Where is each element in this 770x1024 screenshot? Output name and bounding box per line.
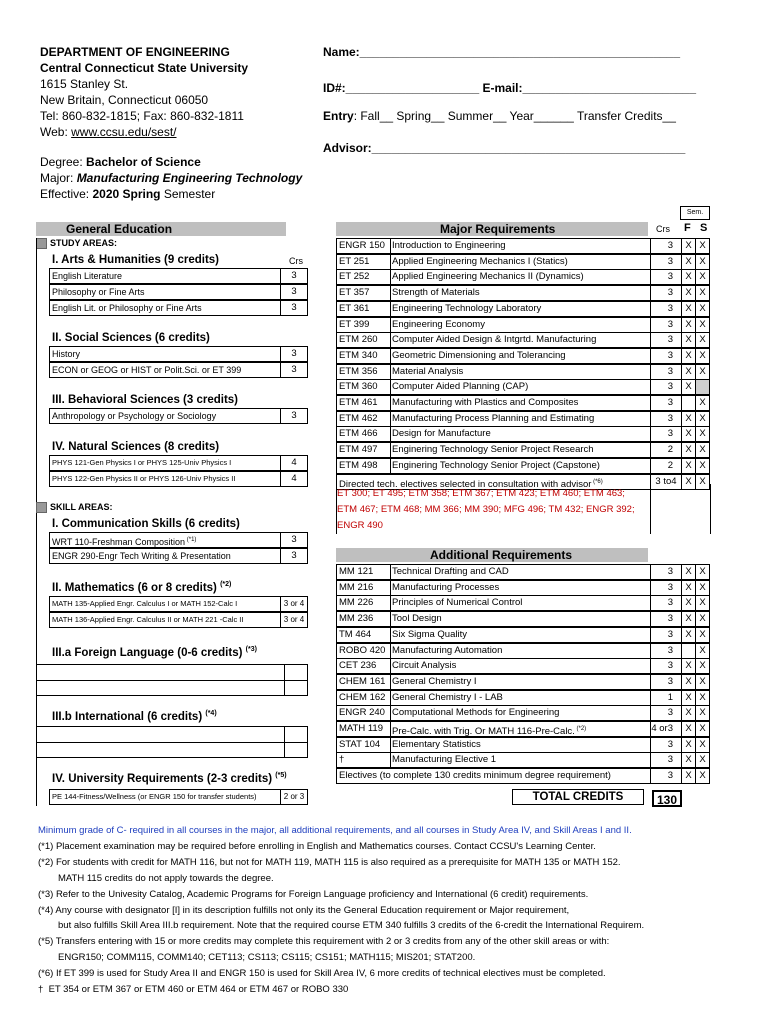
major-title: Engineering Economy (390, 317, 651, 333)
additional-code: CET 236 (336, 658, 391, 674)
major-crs-header: Crs (656, 224, 670, 234)
degree-line (40, 154, 201, 170)
comm-credits[interactable]: 3 (281, 548, 308, 564)
elective-list (337, 486, 635, 534)
major-fall[interactable]: X (681, 411, 696, 427)
additional-title: Elementary Statistics (390, 737, 651, 753)
additional-code: MATH 119 (336, 721, 391, 737)
additional-code: † (336, 752, 391, 768)
major-code: ETM 466 (336, 426, 391, 442)
directed-electives-spring[interactable]: X (695, 474, 710, 490)
major-title: Applied Engineering Mechanics II (Dynamics) (390, 269, 651, 285)
additional-fall[interactable]: X (681, 737, 696, 753)
general-electives-label: Electives (to complete 130 credits minimum degree requirement) (336, 768, 651, 784)
additional-code: ROBO 420 (336, 643, 391, 659)
major-credits: 3 (651, 364, 681, 380)
social-name: ECON or GEOG or HIST or Polit.Sci. or ET 399 (49, 362, 281, 378)
additional-credits: 3 (651, 658, 681, 674)
footnote-6: (*6) If ET 399 is used for Study Area II and ENGR 150 is used for Skill Area IV, 6 more credits of technical electives must be completed. (38, 968, 606, 979)
major-title: Engineering Technology Laboratory (390, 301, 651, 317)
additional-fall[interactable]: X (681, 564, 696, 580)
sem-header: Sem. (680, 206, 710, 220)
arts-title: I. Arts & Humanities (9 credits) (52, 254, 220, 266)
major-spring[interactable]: X (695, 442, 710, 458)
major-fall[interactable]: X (681, 426, 696, 442)
major-credits: 2 (651, 442, 681, 458)
elective-list-line-3: ENGR 490 (337, 520, 383, 531)
additional-spring[interactable]: X (695, 643, 710, 659)
major-credits: 3 (651, 379, 681, 395)
additional-spring[interactable]: X (695, 611, 710, 627)
additional-spring[interactable]: X (695, 737, 710, 753)
major-fall[interactable]: X (681, 442, 696, 458)
major-spring[interactable]: X (695, 348, 710, 364)
additional-code: MM 121 (336, 564, 391, 580)
additional-title: Tool Design (390, 611, 651, 627)
general-electives-credits: 3 (651, 768, 681, 784)
additional-fall[interactable]: X (681, 674, 696, 690)
major-code: ETM 461 (336, 395, 391, 411)
additional-title: Computational Methods for Engineering (390, 705, 651, 721)
effective-value: 2020 Spring (92, 187, 161, 201)
major-spring[interactable] (695, 379, 710, 395)
natural-name: PHYS 121-Gen Physics I or PHYS 125-Univ Physics I (49, 455, 281, 471)
footnote-4b: but also fulfills Skill Area III.b requirement. Note that the required course ETM 340 fulfills 3 credits of the 6-credit the International Requirem. (58, 920, 645, 931)
degree-value: Bachelor of Science (86, 155, 201, 169)
entry-label: Entry (323, 109, 354, 123)
additional-spring[interactable]: X (695, 721, 710, 737)
univ-credits[interactable]: 2 or 3 (281, 789, 308, 805)
major-spring[interactable]: X (695, 285, 710, 301)
additional-title: General Chemistry I - LAB (390, 690, 651, 706)
footnote-minimum: Minimum grade of C- required in all courses in the major, all additional requirements, and all courses in Study Area IV, and Skill Areas I and II. (38, 825, 632, 836)
additional-code: CHEM 161 (336, 674, 391, 690)
elective-list-line-1: ET 300; ET 495; ETM 358; ETM 367; ETM 423; ETM 460; ETM 463; (337, 488, 625, 499)
major-spring[interactable]: X (695, 458, 710, 474)
arts-name: Philosophy or Fine Arts (49, 284, 281, 300)
major-credits: 3 (651, 395, 681, 411)
major-fall[interactable] (681, 395, 696, 411)
additional-fall[interactable]: X (681, 595, 696, 611)
major-spring[interactable]: X (695, 395, 710, 411)
major-fall[interactable]: X (681, 332, 696, 348)
major-spring[interactable]: X (695, 269, 710, 285)
major-credits: 2 (651, 458, 681, 474)
additional-credits: 4 or3 (651, 721, 681, 737)
major-fall[interactable]: X (681, 285, 696, 301)
major-fall[interactable]: X (681, 379, 696, 395)
major-code: ET 357 (336, 285, 391, 301)
major-code: ETM 360 (336, 379, 391, 395)
natural-credits[interactable]: 4 (281, 471, 308, 487)
behav-title: III. Behavioral Sciences (3 credits) (52, 394, 238, 406)
major-credits: 3 (651, 348, 681, 364)
major-fall[interactable]: X (681, 317, 696, 333)
additional-spring[interactable]: X (695, 705, 710, 721)
major-title: Enginering Technology Senior Project (Capstone) (390, 458, 651, 474)
additional-code: MM 226 (336, 595, 391, 611)
major-spring[interactable]: X (695, 411, 710, 427)
additional-credits: 3 (651, 674, 681, 690)
effective-tail: Semester (160, 187, 216, 201)
university-name: Central Connecticut State University (40, 61, 249, 75)
comm-credits[interactable]: 3 (281, 532, 308, 548)
major-title: Manufacturing with Plastics and Composites (390, 395, 651, 411)
web-line (40, 124, 177, 140)
additional-credits: 3 (651, 580, 681, 596)
total-credits-label: TOTAL CREDITS (512, 789, 644, 805)
math-credits[interactable]: 3 or 4 (281, 612, 308, 628)
arts-credits[interactable]: 3 (281, 300, 308, 316)
additional-spring[interactable]: X (695, 674, 710, 690)
major-title: Major Requirements (440, 222, 556, 236)
additional-fall[interactable]: X (681, 752, 696, 768)
major-title: Strength of Materials (390, 285, 651, 301)
major-credits: 3 (651, 238, 681, 254)
math-name: MATH 136-Applied Engr. Calculus II or MATH 221 -Calc II (49, 612, 281, 628)
additional-title: Circuit Analysis (390, 658, 651, 674)
major-code: ETM 340 (336, 348, 391, 364)
skill-areas-label: SKILL AREAS: (36, 502, 113, 513)
additional-credits: 3 (651, 643, 681, 659)
additional-spring[interactable]: X (695, 595, 710, 611)
additional-credits: 3 (651, 752, 681, 768)
math-name: MATH 135-Applied Engr. Calculus I or MATH 152-Calc I (49, 596, 281, 612)
additional-code: CHEM 162 (336, 690, 391, 706)
entry-line[interactable] (323, 108, 676, 124)
major-credits: 3 (651, 332, 681, 348)
natural-name: PHYS 122-Gen Physics II or PHYS 126-Univ Physics II (49, 471, 281, 487)
additional-code: ENGR 240 (336, 705, 391, 721)
id-email-field[interactable]: ID#:____________________ E-mail:__________________________ (323, 81, 697, 95)
degree-label: Degree: (40, 155, 87, 169)
major-code: ET 399 (336, 317, 391, 333)
additional-fall[interactable]: X (681, 627, 696, 643)
intl-title: III.b International (6 credits) $^{(*4)}$ (52, 710, 217, 723)
comm-title: I. Communication Skills (6 credits) (52, 518, 240, 530)
univ-name: PE 144-Fitness/Wellness (or ENGR 150 for transfer students) (49, 789, 281, 805)
social-name: History (49, 346, 281, 362)
major-code: ETM 497 (336, 442, 391, 458)
major-title: Material Analysis (390, 364, 651, 380)
fall-header: F (684, 222, 691, 234)
directed-electives-credits: 3 to4 (651, 474, 681, 490)
major-fall[interactable]: X (681, 238, 696, 254)
additional-title: Pre-Calc. with Trig. Or MATH 116-Pre-Calc. $^{(*2)}$ (390, 721, 651, 737)
major-fall[interactable]: X (681, 301, 696, 317)
additional-credits: 3 (651, 705, 681, 721)
gened-title: General Education (66, 222, 173, 236)
footnote-dagger: † ET 354 or ETM 367 or ETM 460 or ETM 464 or ETM 467 or ROBO 330 (38, 984, 349, 995)
behav-credits[interactable]: 3 (281, 408, 308, 424)
study-areas-label: STUDY AREAS: (36, 238, 117, 249)
natural-credits[interactable]: 4 (281, 455, 308, 471)
major-spring[interactable]: X (695, 301, 710, 317)
major-code: ENGR 150 (336, 238, 391, 254)
major-credits: 3 (651, 269, 681, 285)
additional-code: STAT 104 (336, 737, 391, 753)
additional-code: MM 236 (336, 611, 391, 627)
major-credits: 3 (651, 254, 681, 270)
major-title: Geometric Dimensioning and Tolerancing (390, 348, 651, 364)
footnote-4a: (*4) Any course with designator [I] in its description fulfills not only its the General Education requirement or Major requirement, (38, 905, 570, 916)
comm-name: ENGR 290-Engr Tech Writing & Presentation (49, 548, 281, 564)
major-title: Applied Engineering Mechanics I (Statics) (390, 254, 651, 270)
major-code: ETM 462 (336, 411, 391, 427)
math-credits[interactable]: 3 or 4 (281, 596, 308, 612)
major-fall[interactable]: X (681, 364, 696, 380)
major-spring[interactable]: X (695, 317, 710, 333)
additional-fall[interactable]: X (681, 721, 696, 737)
street-address: 1615 Stanley St. (40, 77, 129, 91)
additional-title: Six Sigma Quality (390, 627, 651, 643)
web-label: Web: (40, 125, 72, 139)
major-title: Introduction to Engineering (390, 238, 651, 254)
additional-credits: 3 (651, 737, 681, 753)
additional-fall[interactable]: X (681, 611, 696, 627)
footnote-5a: (*5) Transfers entering with 15 or more credits may complete this requirement with 2 or 3 credits from any of the other skill areas or with: (38, 936, 610, 947)
additional-title: Manufacturing Automation (390, 643, 651, 659)
arts-name: English Lit. or Philosophy or Fine Arts (49, 300, 281, 316)
univ-title: IV. University Requirements (2-3 credits) $^{(*5)}$ (52, 772, 287, 785)
arts-credits[interactable]: 3 (281, 268, 308, 284)
major-fall[interactable]: X (681, 254, 696, 270)
total-credits-value: 130 (652, 790, 682, 807)
major-title: Manufacturing Process Planning and Estimating (390, 411, 651, 427)
additional-spring[interactable]: X (695, 752, 710, 768)
crs-header: Crs (289, 256, 303, 266)
social-credits[interactable]: 3 (281, 362, 308, 378)
additional-spring[interactable]: X (695, 564, 710, 580)
additional-fall[interactable]: X (681, 658, 696, 674)
arts-credits[interactable]: 3 (281, 284, 308, 300)
additional-credits: 1 (651, 690, 681, 706)
department-name: DEPARTMENT OF ENGINEERING (40, 45, 230, 59)
major-label: Major: (40, 171, 77, 185)
additional-spring[interactable]: X (695, 658, 710, 674)
additional-code: MM 216 (336, 580, 391, 596)
footnote-5b: ENGR150; COMM115, COMM140; CET113; CS113; CS115; CS151; MATH115; MIS201; STAT200. (58, 952, 476, 963)
major-code: ETM 498 (336, 458, 391, 474)
elective-list-line-2: ETM 467; ETM 468; MM 366; MM 390; MFG 496; TM 432; ENGR 392; (337, 504, 635, 515)
major-spring[interactable]: X (695, 332, 710, 348)
major-credits: 3 (651, 301, 681, 317)
major-title: Enginering Technology Senior Project Research (390, 442, 651, 458)
additional-fall[interactable]: X (681, 580, 696, 596)
directed-electives-label: Directed tech. electives selected in consultation with advisor $^{(*6)}$ (336, 474, 651, 490)
effective-line (40, 186, 215, 202)
additional-fall[interactable]: X (681, 705, 696, 721)
additional-title: Manufacturing Elective 1 (390, 752, 651, 768)
advisor-field[interactable]: Advisor:_______________________________________________ (323, 141, 686, 155)
effective-label: Effective: (40, 187, 93, 201)
additional-fall[interactable] (681, 643, 696, 659)
major-fall[interactable]: X (681, 348, 696, 364)
additional-title: Principles of Numerical Control (390, 595, 651, 611)
city-address: New Britain, Connecticut 06050 (40, 93, 209, 107)
major-fall[interactable]: X (681, 458, 696, 474)
major-credits: 3 (651, 317, 681, 333)
additional-credits: 3 (651, 627, 681, 643)
major-code: ETM 260 (336, 332, 391, 348)
additional-credits: 3 (651, 564, 681, 580)
major-credits: 3 (651, 411, 681, 427)
major-credits: 3 (651, 426, 681, 442)
entry-options: : Fall__ Spring__ Summer__ Year______ Transfer Credits__ (353, 109, 676, 123)
natural-title: IV. Natural Sciences (8 credits) (52, 441, 220, 453)
general-electives-fall[interactable]: X (681, 768, 696, 784)
foreign-title: III.a Foreign Language (0-6 credits) $^{(*3)}$ (52, 646, 257, 659)
major-line (40, 170, 302, 186)
footnote-2a: (*2) For students with credit for MATH 116, but not for MATH 119, MATH 115 is also required as a prerequisite for MATH 135 or MATH 152. (38, 857, 621, 868)
footnote-3: (*3) Refer to the Univesity Catalog, Academic Programs for Foreign Language proficiency and International (6 credit) requirements. (38, 889, 589, 900)
major-value: Manufacturing Engineering Technology (76, 171, 303, 185)
major-spring[interactable]: X (695, 254, 710, 270)
social-credits[interactable]: 3 (281, 346, 308, 362)
major-title: Computer Aided Planning (CAP) (390, 379, 651, 395)
dagger-mark: † (38, 984, 44, 995)
additional-code: TM 464 (336, 627, 391, 643)
skill-areas-marker (36, 502, 47, 513)
additional-credits: 3 (651, 611, 681, 627)
spring-header: S (700, 222, 708, 234)
additional-title: Manufacturing Processes (390, 580, 651, 596)
additional-title: Technical Drafting and CAD (390, 564, 651, 580)
major-credits: 3 (651, 285, 681, 301)
additional-fall[interactable]: X (681, 690, 696, 706)
arts-name: English Literature (49, 268, 281, 284)
directed-electives-fall[interactable]: X (681, 474, 696, 490)
social-title: II. Social Sciences (6 credits) (52, 332, 210, 344)
phone-fax: Tel: 860-832-1815; Fax: 860-832-1811 (40, 109, 244, 123)
major-title: Design for Manufacture (390, 426, 651, 442)
major-code: ETM 356 (336, 364, 391, 380)
additional-title: Additional Requirements (430, 548, 573, 562)
major-code: ET 252 (336, 269, 391, 285)
general-electives-spring[interactable]: X (695, 768, 710, 784)
major-spring[interactable]: X (695, 426, 710, 442)
web-link[interactable]: www.ccsu.edu/sest/ (71, 125, 177, 139)
additional-credits: 3 (651, 595, 681, 611)
comm-name: WRT 110-Freshman Composition $^{(*1)}$ (49, 532, 281, 548)
name-field[interactable]: Name:________________________________________________ (323, 45, 681, 59)
behav-name: Anthropology or Psychology or Sociology (49, 408, 281, 424)
major-code: ET 361 (336, 301, 391, 317)
major-spring[interactable]: X (695, 238, 710, 254)
major-title: Computer Aided Design & Intgrtd. Manufacturing (390, 332, 651, 348)
footnote-1: (*1) Placement examination may be required before enrolling in English and Mathematics courses. Contact CCSU's Learning Center. (38, 841, 596, 852)
footnote-2b: MATH 115 credits do not apply towards the degree. (58, 873, 274, 884)
major-fall[interactable]: X (681, 269, 696, 285)
additional-spring[interactable]: X (695, 627, 710, 643)
major-code: ET 251 (336, 254, 391, 270)
additional-spring[interactable]: X (695, 580, 710, 596)
study-areas-marker (36, 238, 47, 249)
additional-spring[interactable]: X (695, 690, 710, 706)
additional-title: General Chemistry I (390, 674, 651, 690)
math-title: II. Mathematics (6 or 8 credits) $^{(*2)}$ (52, 581, 232, 594)
major-spring[interactable]: X (695, 364, 710, 380)
